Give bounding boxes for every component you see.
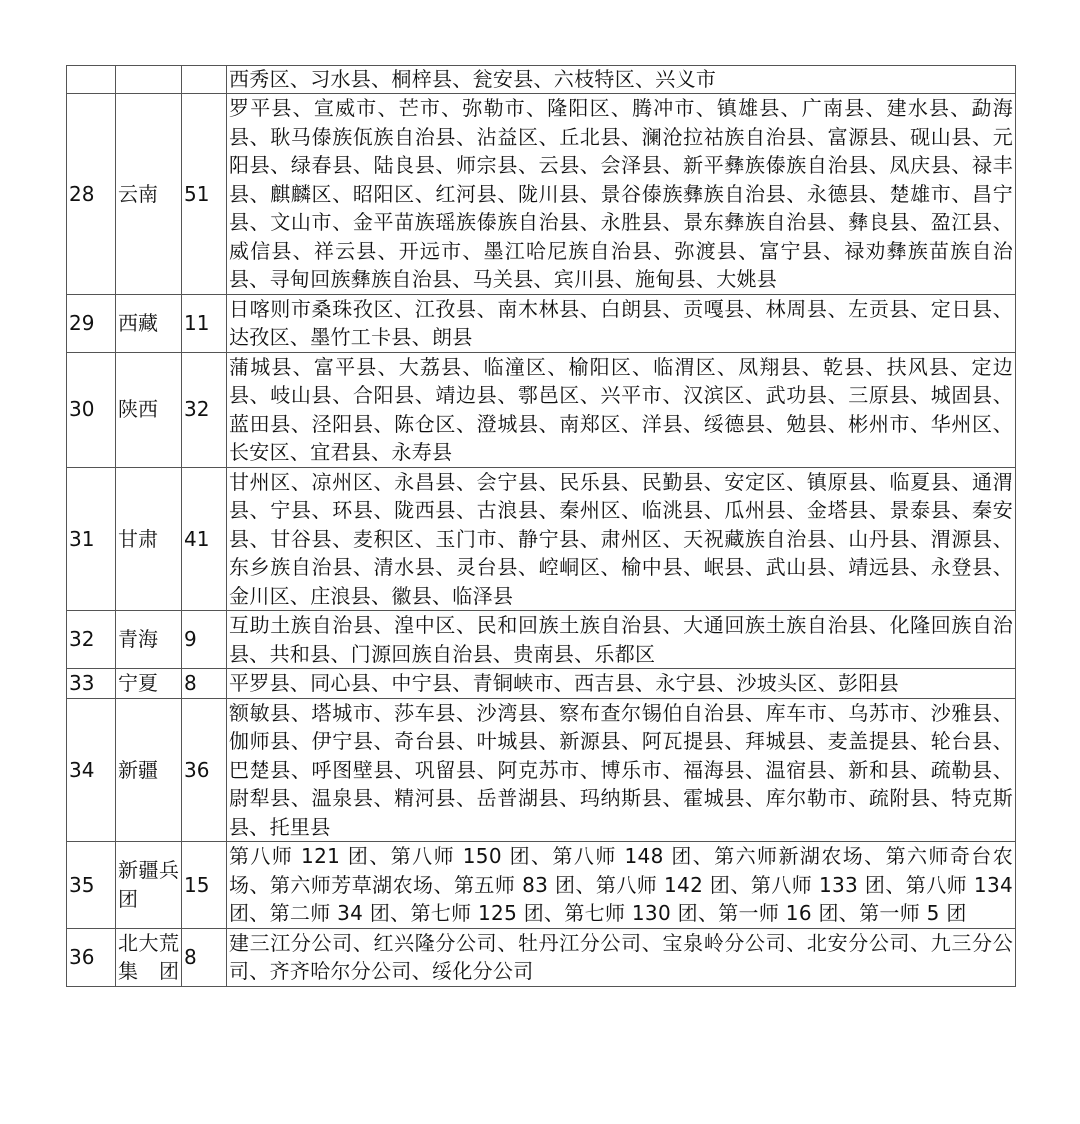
row-number: 34 — [67, 698, 116, 842]
county-count: 51 — [182, 94, 227, 295]
county-list: 建三江分公司、红兴隆分公司、牡丹江分公司、宝泉岭分公司、北安分公司、九三分公司、齐齐哈尔分公司、绥化分公司 — [227, 928, 1016, 986]
county-list: 西秀区、习水县、桐梓县、瓮安县、六枝特区、兴义市 — [227, 66, 1016, 94]
province-name: 甘肃 — [116, 467, 182, 611]
row-number: 29 — [67, 294, 116, 352]
county-count: 8 — [182, 928, 227, 986]
county-list: 日喀则市桑珠孜区、江孜县、南木林县、白朗县、贡嘎县、林周县、左贡县、定日县、达孜区、墨竹工卡县、朗县 — [227, 294, 1016, 352]
province-name — [116, 66, 182, 94]
table-row — [67, 94, 1016, 295]
county-count: 32 — [182, 352, 227, 467]
row-number: 32 — [67, 611, 116, 669]
province-name: 云南 — [116, 94, 182, 295]
table-row — [67, 928, 1016, 986]
county-list: 第八师 121 团、第八师 150 团、第八师 148 团、第六师新湖农场、第六师奇台农场、第六师芳草湖农场、第五师 83 团、第八师 142 团、第八师 133 团、第八师 134 团、第二师 34 团、第七师 125 团、第七师 130 团、第一师 16 团、第一师 5 团 — [227, 842, 1016, 929]
row-number: 28 — [67, 94, 116, 295]
table-row — [67, 611, 1016, 669]
table-row — [67, 669, 1016, 699]
county-list: 甘州区、凉州区、永昌县、会宁县、民乐县、民勤县、安定区、镇原县、临夏县、通渭县、宁县、环县、陇西县、古浪县、秦州区、临洮县、瓜州县、金塔县、景泰县、秦安县、甘谷县、麦积区、玉门市、静宁县、肃州区、天祝藏族自治县、山丹县、渭源县、东乡族自治县、清水县、灵台县、崆峒区、榆中县、岷县、武山县、靖远县、永登县、金川区、庄浪县、徽县、临泽县 — [227, 467, 1016, 611]
county-count: 36 — [182, 698, 227, 842]
county-list: 互助土族自治县、湟中区、民和回族土族自治县、大通回族土族自治县、化隆回族自治县、共和县、门源回族自治县、贵南县、乐都区 — [227, 611, 1016, 669]
province-name: 陕西 — [116, 352, 182, 467]
table-row — [67, 698, 1016, 842]
table-row — [67, 467, 1016, 611]
county-list-table — [66, 65, 1016, 987]
row-number: 35 — [67, 842, 116, 929]
province-name: 宁夏 — [116, 669, 182, 699]
table-row — [67, 294, 1016, 352]
county-list: 额敏县、塔城市、莎车县、沙湾县、察布查尔锡伯自治县、库车市、乌苏市、沙雅县、伽师县、伊宁县、奇台县、叶城县、新源县、阿瓦提县、拜城县、麦盖提县、轮台县、巴楚县、呼图壁县、巩留县、阿克苏市、博乐市、福海县、温宿县、新和县、疏勒县、尉犁县、温泉县、精河县、岳普湖县、玛纳斯县、霍城县、库尔勒市、疏附县、特克斯县、托里县 — [227, 698, 1016, 842]
county-count — [182, 66, 227, 94]
county-list: 平罗县、同心县、中宁县、青铜峡市、西吉县、永宁县、沙坡头区、彭阳县 — [227, 669, 1016, 699]
row-number: 36 — [67, 928, 116, 986]
row-number: 33 — [67, 669, 116, 699]
province-name: 新疆 — [116, 698, 182, 842]
county-count: 11 — [182, 294, 227, 352]
county-count: 9 — [182, 611, 227, 669]
table-row — [67, 842, 1016, 929]
county-list: 罗平县、宣威市、芒市、弥勒市、隆阳区、腾冲市、镇雄县、广南县、建水县、勐海县、耿马傣族佤族自治县、沾益区、丘北县、澜沧拉祜族自治县、富源县、砚山县、元阳县、绿春县、陆良县、师宗县、云县、会泽县、新平彝族傣族自治县、凤庆县、禄丰县、麒麟区、昭阳区、红河县、陇川县、景谷傣族彝族自治县、永德县、楚雄市、昌宁县、文山市、金平苗族瑶族傣族自治县、永胜县、景东彝族自治县、彝良县、盈江县、威信县、祥云县、开远市、墨江哈尼族自治县、弥渡县、富宁县、禄劝彝族苗族自治县、寻甸回族彝族自治县、马关县、宾川县、施甸县、大姚县 — [227, 94, 1016, 295]
row-number: 31 — [67, 467, 116, 611]
province-name: 新疆兵团 — [116, 842, 182, 929]
row-number — [67, 66, 116, 94]
county-count: 41 — [182, 467, 227, 611]
table-row — [67, 352, 1016, 467]
table-row — [67, 66, 1016, 94]
county-list: 蒲城县、富平县、大荔县、临潼区、榆阳区、临渭区、凤翔县、乾县、扶风县、定边县、岐山县、合阳县、靖边县、鄠邑区、兴平市、汉滨区、武功县、三原县、城固县、蓝田县、泾阳县、陈仓区、澄城县、南郑区、洋县、绥德县、勉县、彬州市、华州区、长安区、宜君县、永寿县 — [227, 352, 1016, 467]
province-name: 青海 — [116, 611, 182, 669]
province-name: 北大荒集团 — [116, 928, 182, 986]
province-name: 西藏 — [116, 294, 182, 352]
county-count: 15 — [182, 842, 227, 929]
row-number: 30 — [67, 352, 116, 467]
county-count: 8 — [182, 669, 227, 699]
